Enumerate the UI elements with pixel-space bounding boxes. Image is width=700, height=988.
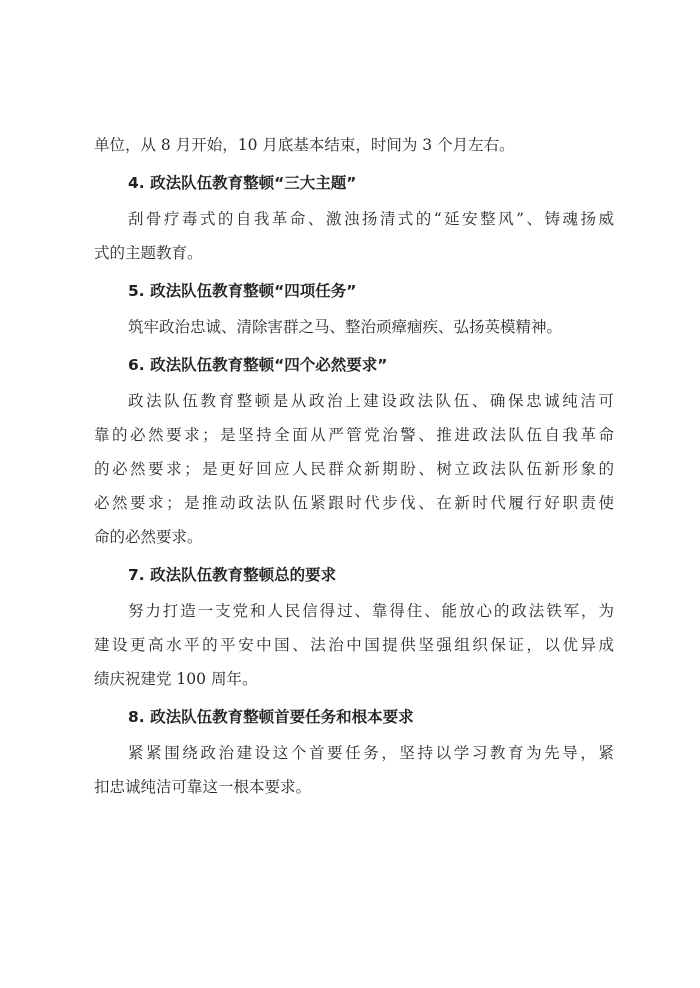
section-heading-7: 7. 政法队伍教育整顿总的要求 (128, 566, 337, 584)
section-heading-6: 6. 政法队伍教育整顿“四个必然要求” (128, 356, 388, 374)
paragraph-line: 靠的必然要求；是坚持全面从严管党治警、推进政法队伍自我革命 (94, 426, 614, 444)
paragraph-line: 单位，从 8 月开始，10 月底基本结束，时间为 3 个月左右。 (94, 136, 515, 154)
section-heading-5: 5. 政法队伍教育整顿“四项任务” (128, 282, 357, 300)
paragraph-line: 式的主题教育。 (94, 244, 203, 262)
paragraph-line: 必然要求；是推动政法队伍紧跟时代步伐、在新时代履行好职责使 (94, 494, 614, 512)
paragraph-line: 的必然要求；是更好回应人民群众新期盼、树立政法队伍新形象的 (94, 460, 614, 478)
paragraph-intro (94, 128, 614, 162)
section-heading-8: 8. 政法队伍教育整顿首要任务和根本要求 (128, 708, 414, 726)
paragraph-line: 绩庆祝建党 100 周年。 (94, 670, 258, 688)
paragraph-line: 政法队伍教育整顿是从政治上建设政法队伍、确保忠诚纯洁可 (128, 392, 614, 410)
section-heading-4: 4. 政法队伍教育整顿“三大主题” (128, 174, 357, 192)
paragraph-line: 努力打造一支党和人民信得过、靠得住、能放心的政法铁军，为 (128, 602, 614, 620)
paragraph-line: 筑牢政治忠诚、清除害群之马、整治顽瘴痼疾、弘扬英模精神。 (128, 318, 563, 336)
paragraph-three-themes (94, 202, 614, 270)
paragraph-line: 建设更高水平的平安中国、法治中国提供坚强组织保证，以优异成 (94, 636, 614, 654)
paragraph-line: 扣忠诚纯洁可靠这一根本要求。 (94, 778, 312, 796)
paragraph-four-tasks (94, 310, 614, 344)
document-body (94, 128, 614, 807)
paragraph-four-requirements (94, 384, 614, 554)
paragraph-primary-task (94, 736, 614, 804)
paragraph-line: 紧紧围绕政治建设这个首要任务，坚持以学习教育为先导，紧 (128, 744, 614, 762)
paragraph-overall-requirement (94, 594, 614, 696)
paragraph-line: 刮骨疗毒式的自我革命、激浊扬清式的“延安整风”、铸魂扬威 (128, 210, 614, 228)
paragraph-line: 命的必然要求。 (94, 528, 203, 546)
